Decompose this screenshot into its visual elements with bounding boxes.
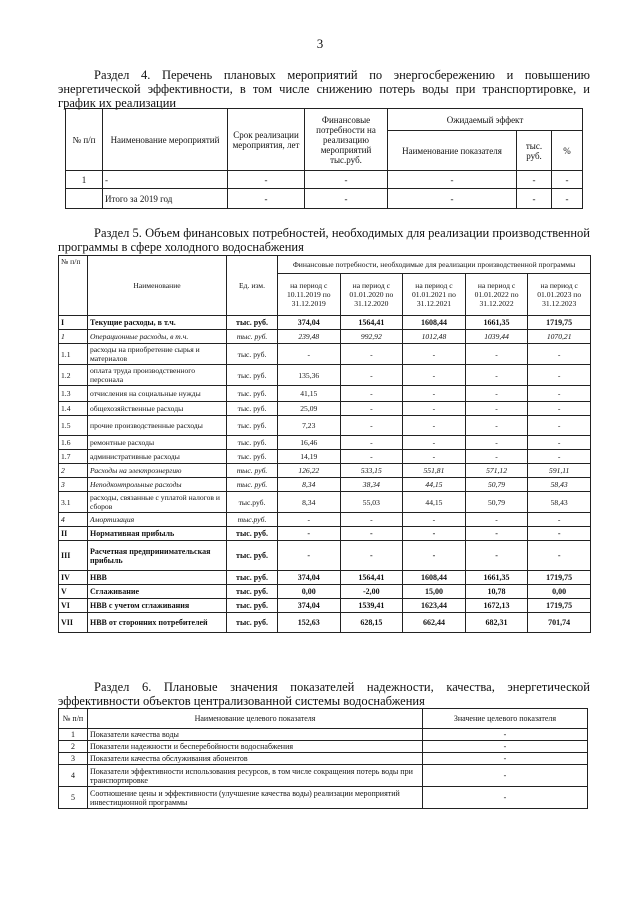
header-value: Значение целевого показателя: [423, 709, 588, 729]
row-name: ремонтные расходы: [88, 436, 227, 450]
row-value: -: [528, 436, 591, 450]
table-row: [59, 585, 591, 599]
row-value: 1623,44: [403, 599, 466, 613]
row-value: 44,15: [403, 492, 466, 513]
row-value: -: [403, 365, 466, 386]
row-value: -: [528, 416, 591, 436]
row-unit: тыс. руб.: [227, 365, 278, 386]
row-value: 135,36: [278, 365, 341, 386]
row-name: Соотношение цены и эффективности (улучшение качества воды) реализации мероприятий инвестиционной программы: [88, 787, 423, 809]
row-name: оплата труда производственного персонала: [88, 365, 227, 386]
row-value: 374,04: [278, 571, 341, 585]
row-value: -: [340, 344, 403, 365]
table-row: [59, 316, 591, 330]
row-value: -: [278, 541, 341, 571]
table-row: [59, 386, 591, 402]
row-value: 152,63: [278, 613, 341, 633]
row-value: -: [528, 527, 591, 541]
row-value: -: [340, 402, 403, 416]
row-value: 58,43: [528, 492, 591, 513]
row-num: V: [59, 585, 88, 599]
row-num: 3: [59, 753, 88, 765]
header-period-4: на период с 01.01.2022 по 31.12.2022: [465, 274, 528, 316]
row-value: 1564,41: [340, 316, 403, 330]
row-value: -: [528, 513, 591, 527]
header-num: № п/п: [59, 256, 88, 316]
row-value: 1539,41: [340, 599, 403, 613]
row-value: -: [403, 402, 466, 416]
header-unit: Ед. изм.: [227, 256, 278, 316]
row-num: VI: [59, 599, 88, 613]
header-num: № п/п: [66, 109, 103, 171]
header-term: Срок реализации мероприятия, лет: [228, 109, 305, 171]
row-value: -: [340, 541, 403, 571]
section4-title: Раздел 4. Перечень плановых мероприятий по энергосбережению и повышению энергетической эффективности, в том числе снижению потерь воды при транспортировке, и график их реализации: [58, 68, 590, 110]
row-value: 58,43: [528, 478, 591, 492]
row-num: 1.6: [59, 436, 88, 450]
row-value: 1012,48: [403, 330, 466, 344]
row-unit: тыс. руб.: [227, 599, 278, 613]
row-unit: тыс. руб.: [227, 416, 278, 436]
row-value: 1672,13: [465, 599, 528, 613]
row-value: -: [278, 513, 341, 527]
row-value: 1661,35: [465, 316, 528, 330]
row-value: 374,04: [278, 316, 341, 330]
row-value: 701,74: [528, 613, 591, 633]
row-num: 1.7: [59, 450, 88, 464]
section5-title: Раздел 5. Объем финансовых потребностей, необходимых для реализации производственной программы в сфере холодного водоснабжения: [58, 226, 590, 254]
row-num: 1.4: [59, 402, 88, 416]
row-unit: тыс. руб.: [227, 585, 278, 599]
row-num: 3: [59, 478, 88, 492]
row-num: 4: [59, 765, 88, 787]
table-row: [59, 571, 591, 585]
header-period-1: на период с 10.11.2019 по 31.12.2019: [278, 274, 341, 316]
header-finance: Финансовые потребности на реализацию мероприятий тыс.руб.: [305, 109, 388, 171]
row-name: административные расходы: [88, 450, 227, 464]
table-row: [59, 741, 588, 753]
table-row: [59, 513, 591, 527]
row-num: 1: [59, 729, 88, 741]
row-value: 682,31: [465, 613, 528, 633]
row-value: 126,22: [278, 464, 341, 478]
row-value: 1608,44: [403, 571, 466, 585]
row-value: 533,15: [340, 464, 403, 478]
section6-table: [58, 708, 588, 809]
row-unit: тыс.руб.: [227, 513, 278, 527]
table-row: [59, 599, 591, 613]
row-num: IV: [59, 571, 88, 585]
row-value: 662,44: [403, 613, 466, 633]
table-row: Итого за 2019 год - - - - -: [66, 189, 583, 209]
row-unit: тыс. руб.: [227, 386, 278, 402]
row-num: VII: [59, 613, 88, 633]
row-value: -: [528, 450, 591, 464]
row-unit: тыс. руб.: [227, 527, 278, 541]
row-value: 8,34: [278, 492, 341, 513]
row-value: -: [340, 527, 403, 541]
header-percent: %: [552, 131, 583, 171]
row-name: прочие производственные расходы: [88, 416, 227, 436]
row-unit: тыс. руб.: [227, 402, 278, 416]
row-name: Нормативная прибыль: [88, 527, 227, 541]
row-name: общехозяйственные расходы: [88, 402, 227, 416]
row-value: -: [465, 513, 528, 527]
row-num: 1.1: [59, 344, 88, 365]
row-value: -: [278, 344, 341, 365]
row-value: 628,15: [340, 613, 403, 633]
row-value: 992,92: [340, 330, 403, 344]
row-value: 0,00: [528, 585, 591, 599]
row-value: -: [403, 541, 466, 571]
row-value: 0,00: [278, 585, 341, 599]
row-value: 1719,75: [528, 599, 591, 613]
header-name: Наименование: [88, 256, 227, 316]
section5-table: [58, 255, 591, 633]
row-value: 16,46: [278, 436, 341, 450]
row-name: отчисления на социальные нужды: [88, 386, 227, 402]
row-name: НВВ от сторонних потребителей: [88, 613, 227, 633]
row-value: -: [403, 416, 466, 436]
row-unit: тыс. руб.: [227, 316, 278, 330]
row-value: -: [465, 416, 528, 436]
row-num: III: [59, 541, 88, 571]
row-name: НВВ: [88, 571, 227, 585]
row-value: -: [465, 386, 528, 402]
row-value: -: [340, 365, 403, 386]
row-value: -: [528, 344, 591, 365]
row-unit: тыс. руб.: [227, 478, 278, 492]
row-value: 1608,44: [403, 316, 466, 330]
row-value: -: [423, 741, 588, 753]
row-value: -: [403, 344, 466, 365]
row-name: Текущие расходы, в т.ч.: [88, 316, 227, 330]
table-row: [59, 450, 591, 464]
row-value: 374,04: [278, 599, 341, 613]
row-value: -: [403, 513, 466, 527]
row-value: 571,12: [465, 464, 528, 478]
row-name: Сглаживание: [88, 585, 227, 599]
table-row: [59, 478, 591, 492]
row-value: -: [340, 436, 403, 450]
row-value: -: [528, 541, 591, 571]
row-name: Операционные расходы, в т.ч.: [88, 330, 227, 344]
row-value: 1719,75: [528, 571, 591, 585]
header-period-3: на период с 01.01.2021 по 31.12.2021: [403, 274, 466, 316]
row-value: -: [465, 541, 528, 571]
table-row: [59, 436, 591, 450]
row-value: -: [465, 402, 528, 416]
row-value: 1070,21: [528, 330, 591, 344]
row-value: -2,00: [340, 585, 403, 599]
row-name: Показатели эффективности использования ресурсов, в том числе сокращения потерь воды при транспортировке: [88, 765, 423, 787]
row-value: 25,09: [278, 402, 341, 416]
row-value: 15,00: [403, 585, 466, 599]
row-name: Показатели качества воды: [88, 729, 423, 741]
row-value: 55,03: [340, 492, 403, 513]
row-value: 50,79: [465, 492, 528, 513]
row-value: 1564,41: [340, 571, 403, 585]
header-name: Наименование целевого показателя: [88, 709, 423, 729]
row-value: -: [403, 527, 466, 541]
section6-title: Раздел 6. Плановые значения показателей надежности, качества, энергетической эффективности объектов централизованной системы водоснабжения: [58, 680, 590, 708]
row-num: 2: [59, 464, 88, 478]
row-name: Показатели качества обслуживания абонентов: [88, 753, 423, 765]
table-row: [59, 416, 591, 436]
table-row: [59, 527, 591, 541]
row-num: 5: [59, 787, 88, 809]
row-value: 38,34: [340, 478, 403, 492]
header-thous: тыс. руб.: [517, 131, 552, 171]
row-num: 1.2: [59, 365, 88, 386]
row-name: Расчетная предпринимательская прибыль: [88, 541, 227, 571]
row-value: -: [340, 450, 403, 464]
row-value: 591,11: [528, 464, 591, 478]
row-value: 7,23: [278, 416, 341, 436]
row-value: -: [465, 527, 528, 541]
row-value: 1039,44: [465, 330, 528, 344]
row-value: -: [423, 765, 588, 787]
row-num: 4: [59, 513, 88, 527]
page-number: 3: [316, 36, 324, 51]
row-value: -: [465, 365, 528, 386]
header-effect: Ожидаемый эффект: [388, 109, 583, 131]
row-value: -: [423, 753, 588, 765]
row-value: -: [423, 729, 588, 741]
row-name: НВВ с учетом сглаживания: [88, 599, 227, 613]
row-value: -: [403, 386, 466, 402]
row-num: 1: [59, 330, 88, 344]
row-value: -: [403, 436, 466, 450]
row-value: -: [278, 527, 341, 541]
row-value: -: [340, 513, 403, 527]
row-value: 1661,35: [465, 571, 528, 585]
table-row: [59, 729, 588, 741]
row-name: Расходы на электроэнергию: [88, 464, 227, 478]
row-value: -: [465, 436, 528, 450]
row-value: -: [528, 365, 591, 386]
row-value: 8,34: [278, 478, 341, 492]
row-num: 1.3: [59, 386, 88, 402]
header-indicator: Наименование показателя: [388, 131, 517, 171]
row-value: -: [465, 450, 528, 464]
row-value: -: [423, 787, 588, 809]
table-row: [59, 753, 588, 765]
row-unit: тыс. руб.: [227, 330, 278, 344]
row-value: 1719,75: [528, 316, 591, 330]
section4-table: [65, 108, 583, 209]
row-value: 41,15: [278, 386, 341, 402]
row-unit: тыс.руб.: [227, 492, 278, 513]
table-row: [59, 330, 591, 344]
row-name: Неподконтрольные расходы: [88, 478, 227, 492]
row-unit: тыс. руб.: [227, 436, 278, 450]
row-value: 44,15: [403, 478, 466, 492]
row-num: 3.1: [59, 492, 88, 513]
row-num: 2: [59, 741, 88, 753]
row-name: расходы, связанные с уплатой налогов и сборов: [88, 492, 227, 513]
row-name: Показатели надежности и бесперебойности водоснабжения: [88, 741, 423, 753]
header-name: Наименование мероприятий: [103, 109, 228, 171]
header-period-2: на период с 01.01.2020 по 31.12.2020: [340, 274, 403, 316]
table-row: [59, 765, 588, 787]
row-name: расходы на приобретение сырья и материалов: [88, 344, 227, 365]
row-value: -: [403, 450, 466, 464]
row-value: -: [340, 416, 403, 436]
row-name: Амортизация: [88, 513, 227, 527]
row-value: 239,48: [278, 330, 341, 344]
row-unit: тыс. руб.: [227, 464, 278, 478]
table-row: [59, 492, 591, 513]
row-unit: тыс. руб.: [227, 344, 278, 365]
table-row: [59, 344, 591, 365]
header-num: № п/п: [59, 709, 88, 729]
table-row: [59, 365, 591, 386]
table-row: [59, 402, 591, 416]
table-row: [59, 787, 588, 809]
row-value: 551,81: [403, 464, 466, 478]
row-value: -: [465, 344, 528, 365]
row-value: -: [528, 386, 591, 402]
row-value: 50,79: [465, 478, 528, 492]
header-period-5: на период с 01.01.2023 по 31.12.2023: [528, 274, 591, 316]
row-unit: тыс. руб.: [227, 613, 278, 633]
row-num: II: [59, 527, 88, 541]
row-value: 10,78: [465, 585, 528, 599]
row-unit: тыс. руб.: [227, 450, 278, 464]
row-unit: тыс. руб.: [227, 571, 278, 585]
row-value: -: [340, 386, 403, 402]
row-unit: тыс. руб.: [227, 541, 278, 571]
row-num: I: [59, 316, 88, 330]
table-row: [59, 541, 591, 571]
row-value: -: [528, 402, 591, 416]
header-group: Финансовые потребности, необходимые для реализации производственной программы: [278, 256, 591, 274]
row-value: 14,19: [278, 450, 341, 464]
table-row: [59, 464, 591, 478]
table-row: [59, 613, 591, 633]
row-num: 1.5: [59, 416, 88, 436]
table-row: 1 - - - - - -: [66, 171, 583, 189]
